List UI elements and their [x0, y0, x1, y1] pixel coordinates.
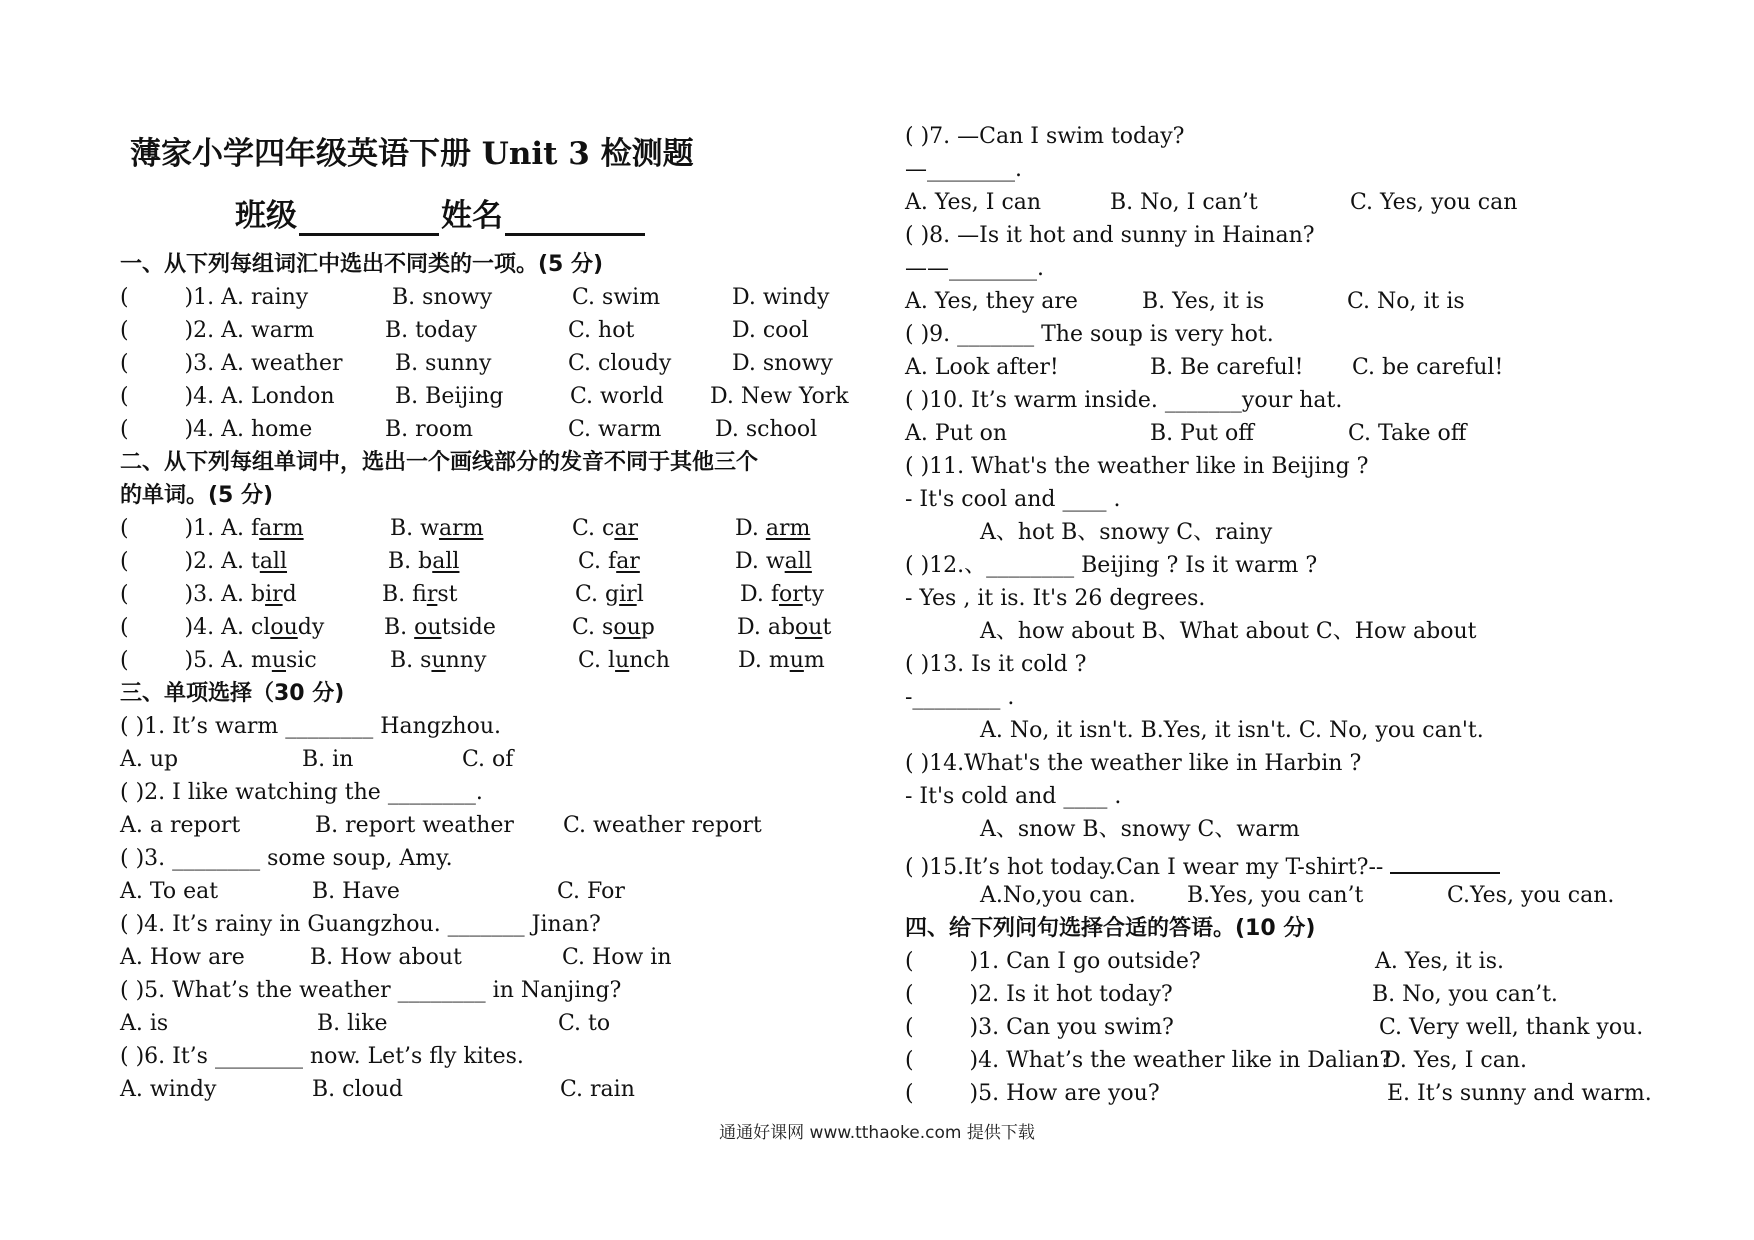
- option-a: A. How are: [120, 945, 245, 970]
- option-c: C. How in: [562, 945, 672, 970]
- section2-heading: 二、从下列每组单词中，选出一个画线部分的发音不同于其他三个: [120, 450, 759, 475]
- option-b: B. Yes, it is: [1142, 289, 1265, 314]
- option-d: D. wall: [735, 549, 812, 574]
- section3-heading: 三、单项选择（30 分): [120, 681, 345, 706]
- option-c: C. lunch: [578, 648, 670, 673]
- option-a: A. Look after!: [905, 355, 1059, 380]
- option-c: C. hot: [568, 318, 635, 343]
- option-a: A. Yes, they are: [905, 289, 1078, 314]
- option-b: B. sunny: [390, 648, 487, 673]
- match-answer: B. No, you can’t.: [1372, 982, 1558, 1007]
- answer-blank: —________.: [905, 157, 1022, 182]
- option-c: C. Yes, you can: [1350, 190, 1518, 215]
- option-a: A. a report: [120, 813, 241, 838]
- option-c: C. girl: [575, 582, 644, 607]
- answer-line: - It's cold and ____ .: [905, 784, 1122, 809]
- option-a: A. windy: [120, 1077, 217, 1102]
- question-stem: ( )8. —Is it hot and sunny in Hainan?: [905, 223, 1315, 248]
- section4-heading: 四、给下列问句选择合适的答语。(10 分): [905, 916, 1316, 941]
- question-stem: ( )14.What's the weather like in Harbin ?: [905, 751, 1362, 776]
- option-row: A、snow B、snowy C、warm: [980, 817, 1300, 842]
- option-d: D. forty: [740, 582, 825, 607]
- question-stem: ( )1. It’s warm ________ Hangzhou.: [120, 714, 501, 739]
- question-stem: ( )5. A. music: [120, 648, 317, 673]
- match-question: ( )3. Can you swim?: [905, 1015, 1174, 1040]
- option-c: C. swim: [572, 285, 661, 310]
- question-stem: ( )4. A. home: [120, 417, 313, 442]
- option-d: D. arm: [735, 516, 811, 541]
- option-b: B. warm: [390, 516, 484, 541]
- question-stem: ( )6. It’s ________ now. Let’s fly kites.: [120, 1044, 524, 1069]
- question-stem: ( )2. A. tall: [120, 549, 288, 574]
- option-c: C. For: [557, 879, 625, 904]
- question-stem: ( )4. A. cloudy: [120, 615, 325, 640]
- answer-line: -________ .: [905, 685, 1015, 710]
- option-b: B. outside: [384, 615, 496, 640]
- option-d: D. mum: [738, 648, 825, 673]
- option-c: C.Yes, you can.: [1447, 883, 1615, 908]
- question-stem: ( )1. A. rainy: [120, 285, 309, 310]
- option-c: C. Take off: [1348, 421, 1467, 446]
- option-c: C. weather report: [563, 813, 762, 838]
- question-stem: ( )7. —Can I swim today?: [905, 124, 1185, 149]
- section2-heading-cont: 的单词。(5 分): [120, 483, 274, 508]
- page-title: 薄家小学四年级英语下册 Unit 3 检测题: [130, 136, 694, 172]
- option-b: B. today: [385, 318, 477, 343]
- name-class-bar: [235, 196, 647, 236]
- match-row: [905, 1044, 1665, 1077]
- option-c: C. world: [570, 384, 664, 409]
- option-b: B. No, I can’t: [1110, 190, 1258, 215]
- option-a: A. Put on: [905, 421, 1008, 446]
- option-c: C. No, it is: [1347, 289, 1465, 314]
- option-c: C. warm: [568, 417, 662, 442]
- question-stem: ( )2. A. warm: [120, 318, 315, 343]
- option-b: B. Beijing: [395, 384, 504, 409]
- option-b: B. first: [382, 582, 458, 607]
- option-b: B. Be careful!: [1150, 355, 1304, 380]
- question-row: [905, 846, 1500, 879]
- match-question: ( )4. What’s the weather like in Dalian?: [905, 1048, 1392, 1073]
- option-b: B. How about: [310, 945, 462, 970]
- match-row: [905, 945, 1665, 978]
- question-stem: ( )12.、________ Beijing ? Is it warm ?: [905, 553, 1318, 578]
- option-c: C. of: [462, 747, 514, 772]
- question-stem: ( )13. Is it cold ?: [905, 652, 1087, 677]
- option-b: B. sunny: [395, 351, 492, 376]
- option-c: C. be careful!: [1352, 355, 1504, 380]
- answer-blank[interactable]: [1390, 846, 1500, 874]
- question-stem: ( )10. It’s warm inside. _______your hat.: [905, 388, 1343, 413]
- question-stem: ( )3. ________ some soup, Amy.: [120, 846, 453, 871]
- class-label: 班级: [235, 198, 297, 234]
- name-label: 姓名: [441, 198, 503, 234]
- option-a: A. is: [120, 1011, 169, 1036]
- option-row: A、how about B、What about C、How about: [980, 619, 1477, 644]
- option-b: B. snowy: [392, 285, 493, 310]
- option-a: A.No,you can.: [980, 883, 1136, 908]
- option-b: B. Put off: [1150, 421, 1254, 446]
- option-row: A、hot B、snowy C、rainy: [980, 520, 1273, 545]
- option-b: B. Have: [312, 879, 400, 904]
- option-c: C. soup: [572, 615, 655, 640]
- option-d: D. cool: [732, 318, 809, 343]
- option-c: C. to: [558, 1011, 611, 1036]
- option-b: B. in: [302, 747, 354, 772]
- option-row: A. No, it isn't. B.Yes, it isn't. C. No, you can't.: [980, 718, 1484, 743]
- question-stem: ( )11. What's the weather like in Beijing ?: [905, 454, 1369, 479]
- question-stem: ( )3. A. bird: [120, 582, 297, 607]
- match-answer: D. Yes, I can.: [1383, 1048, 1528, 1073]
- question-stem: ( )3. A. weather: [120, 351, 343, 376]
- question-stem: ( )2. I like watching the ________.: [120, 780, 483, 805]
- match-answer: A. Yes, it is.: [1375, 949, 1504, 974]
- match-question: ( )1. Can I go outside?: [905, 949, 1201, 974]
- name-blank[interactable]: [505, 201, 645, 236]
- option-c: C. rain: [560, 1077, 635, 1102]
- question-stem: ( )4. It’s rainy in Guangzhou. _______ Jinan?: [120, 912, 601, 937]
- match-row: [905, 1077, 1665, 1110]
- match-question: ( )5. How are you?: [905, 1081, 1160, 1106]
- option-b: B. report weather: [315, 813, 514, 838]
- match-row: [905, 978, 1665, 1011]
- option-d: D. windy: [732, 285, 830, 310]
- question-stem: ( )4. A. London: [120, 384, 335, 409]
- option-c: C. cloudy: [568, 351, 672, 376]
- answer-blank: ——________.: [905, 256, 1044, 281]
- section1-heading: 一、从下列每组词汇中选出不同类的一项。(5 分): [120, 252, 604, 277]
- option-c: C. far: [578, 549, 640, 574]
- question-stem: ( )1. A. farm: [120, 516, 304, 541]
- answer-line: - Yes , it is. It's 26 degrees.: [905, 586, 1206, 611]
- question-stem: ( )15.It’s hot today.Can I wear my T-shirt?--: [905, 855, 1384, 880]
- match-answer: E. It’s sunny and warm.: [1387, 1081, 1652, 1106]
- option-d: D. school: [715, 417, 818, 442]
- class-blank[interactable]: [299, 201, 439, 236]
- option-a: A. Yes, I can: [905, 190, 1042, 215]
- option-d: D. New York: [710, 384, 849, 409]
- match-question: ( )2. Is it hot today?: [905, 982, 1173, 1007]
- option-d: D. snowy: [732, 351, 833, 376]
- option-b: B. ball: [388, 549, 460, 574]
- option-b: B. cloud: [312, 1077, 404, 1102]
- option-b: B. room: [385, 417, 474, 442]
- option-d: D. about: [737, 615, 832, 640]
- option-b: B.Yes, you can’t: [1187, 883, 1364, 908]
- option-a: A. To eat: [120, 879, 219, 904]
- question-stem: ( )5. What’s the weather ________ in Nanjing?: [120, 978, 622, 1003]
- match-answer: C. Very well, thank you.: [1379, 1015, 1644, 1040]
- option-c: C. car: [572, 516, 638, 541]
- footer-credit: 通通好课网 www.tthaoke.com 提供下载: [719, 1123, 1035, 1143]
- question-stem: ( )9. _______ The soup is very hot.: [905, 322, 1274, 347]
- option-a: A. up: [120, 747, 179, 772]
- match-row: [905, 1011, 1665, 1044]
- option-b: B. like: [317, 1011, 388, 1036]
- answer-line: - It's cool and ____ .: [905, 487, 1121, 512]
